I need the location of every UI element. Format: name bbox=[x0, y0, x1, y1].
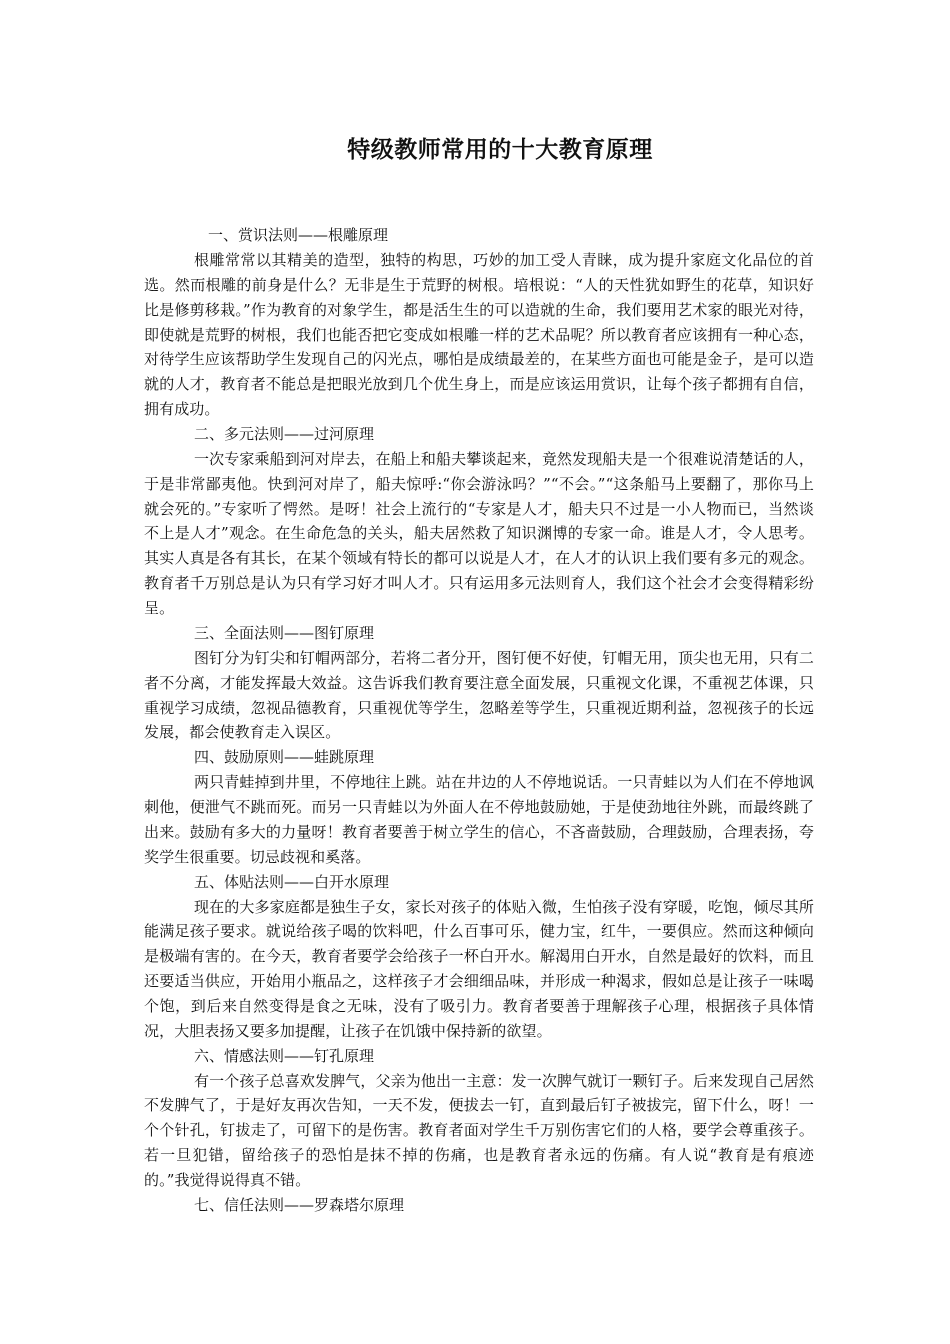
section-paragraph-5: 现在的大多家庭都是独生子女，家长对孩子的体贴入微，生怕孩子没有穿暖，吃饱，倾尽其所能满足孩子要求。就说给孩子喝的饮料吧，什么百事可乐，健力宝，红牛，一要俱应。然而这种倾向是极端有害的。在今天，教育者要学会给孩子一杯白开水。解渴用白开水，自然是最好的饮料，而且还要适当供应，开始用小瓶品之，这样孩子才会细细品味，并形成一种渴求，假如总是让孩子一味喝个饱，到后来自然变得是食之无味，没有了吸引力。教育者要善于理解孩子心理，根据孩子具体情况，大胆表扬又要多加提醒，让孩子在饥饿中保持新的欲望。 bbox=[144, 897, 814, 1040]
section-heading-7: 七、信任法则——罗森塔尔原理 bbox=[194, 1195, 405, 1214]
section-heading-5: 五、体贴法则——白开水原理 bbox=[194, 872, 390, 891]
section-heading-4: 四、鼓励原则——蛙跳原理 bbox=[194, 748, 375, 767]
section-heading-6: 六、情感法则——钉孔原理 bbox=[194, 1046, 375, 1065]
document-body bbox=[144, 223, 814, 1218]
section-heading-2: 二、多元法则——过河原理 bbox=[194, 424, 375, 443]
section-paragraph-6: 有一个孩子总喜欢发脾气，父亲为他出一主意：发一次脾气就订一颗钉子。后来发现自己居然不发脾气了，于是好友再次告知，一天不发，便拔去一钉，直到最后钉子被拔完，留下什么，呀！一个个针孔，钉拔走了，可留下的是伤害。教育者面对学生千万别伤害它们的人格，要学会尊重孩子。若一旦犯错，留给孩子的恐怕是抹不掉的伤痛，也是教育者永远的伤痛。有人说“教育是有痕迹的。”我觉得说得真不错。 bbox=[144, 1071, 814, 1189]
section-paragraph-3: 图钉分为钉尖和钉帽两部分，若将二者分开，图钉便不好使，钉帽无用，顶尖也无用，只有二者不分离，才能发挥最大效益。这告诉我们教育要注意全面发展，只重视文化课，不重视艺体课，只重视学习成绩，忽视品德教育，只重视优等学生，忽略差等学生，只重视近期利益，忽视孩子的长远发展，都会使教育走入误区。 bbox=[144, 648, 814, 742]
section-paragraph-1: 根雕常常以其精美的造型，独特的构思，巧妙的加工受人青睐，成为提升家庭文化品位的首选。然而根雕的前身是什么？无非是生于荒野的树根。培根说：“人的天性犹如野生的花草，知识好比是修剪移栽。”作为教育的对象学生，都是活生生的可以造就的生命，我们要用艺术家的眼光对待，即使就是荒野的树根，我们也能否把它变成如根雕一样的艺术品呢？所以教育者应该拥有一种心态，对待学生应该帮助学生发现自己的闪光点，哪怕是成绩最差的，在某些方面也可能是金子，是可以造就的人才，教育者不能总是把眼光放到几个优生身上，而是应该运用赏识，让每个孩子都拥有自信，拥有成功。 bbox=[144, 251, 814, 419]
section-heading-1: 一、赏识法则——根雕原理 bbox=[208, 226, 389, 244]
section-heading-3: 三、全面法则——图钉原理 bbox=[194, 623, 375, 642]
section-paragraph-2: 一次专家乘船到河对岸去，在船上和船夫攀谈起来，竟然发现船夫是一个很难说清楚话的人，于是非常鄙夷他。快到河对岸了，船夫惊呼:“你会游泳吗？”“不会。”“这条船马上要翻了，那你马上就会死的。”专家听了愕然。是呀！社会上流行的“专家是人才，船夫只不过是一小人物而已，当然谈不上是人才”观念。在生命危急的关头，船夫居然救了知识渊博的专家一命。谁是人才，令人思考。其实人真是各有其长，在某个领域有特长的都可以说是人才，在人才的认识上我们要有多元的观念。教育者千万别总是认为只有学习好才叫人才。只有运用多元法则育人，我们这个社会才会变得精彩纷呈。 bbox=[144, 449, 814, 617]
document-title: 特级教师常用的十大教育原理 bbox=[347, 137, 653, 163]
section-paragraph-4: 两只青蛙掉到井里，不停地往上跳。站在井边的人不停地说话。一只青蛙以为人们在不停地讽刺他，便泄气不跳而死。而另一只青蛙以为外面人在不停地鼓励她，于是使劲地往外跳，而最终跳了出来。鼓励有多大的力量呀！教育者要善于树立学生的信心，不吝啬鼓励，合理鼓励，合理表扬，夸奖学生很重要。切忌歧视和奚落。 bbox=[144, 773, 814, 866]
